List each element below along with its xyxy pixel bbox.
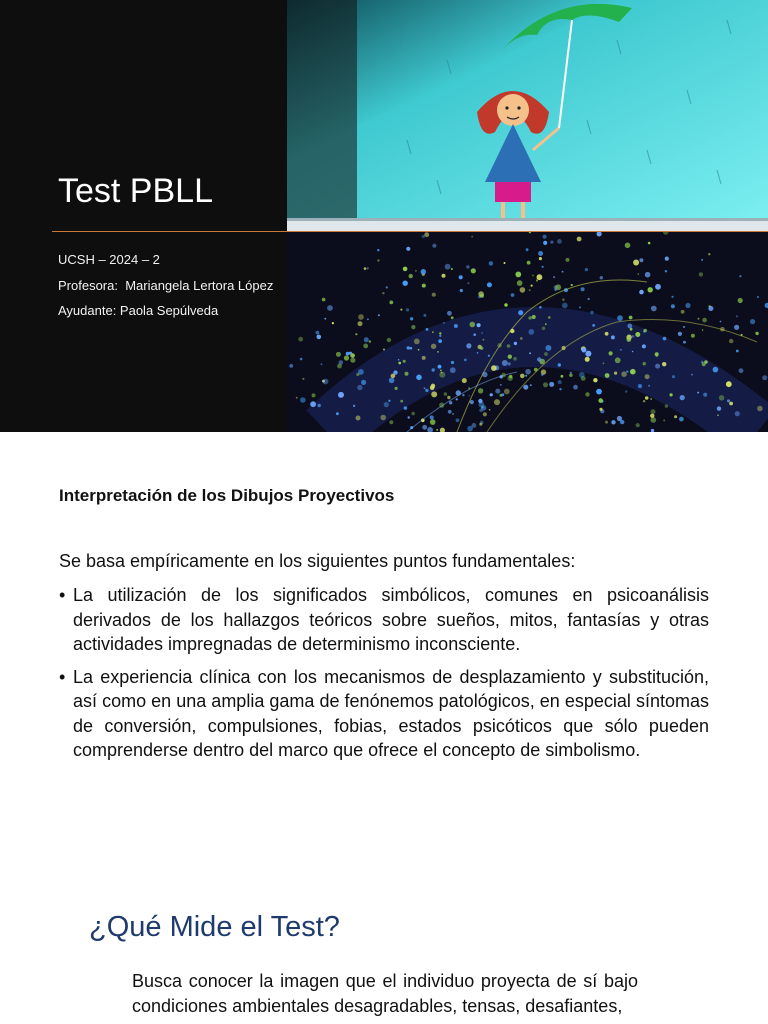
professor-line: Profesora: Mariangela Lertora López [58, 277, 274, 293]
title-panel [0, 0, 287, 432]
assistant-line: Ayudante: Paola Sepúlveda [58, 303, 219, 318]
rain-girl-illustration [287, 0, 768, 231]
presentation-title: Test PBLL [58, 172, 213, 210]
list-item-text: La utilización de los significados simbólicos, comunes en psicoanálisis derivados de los hallazgos teóricos sobre sueños, mitos, fantasías y otras actividades impregnadas de determinismo inconsciente. [73, 585, 709, 654]
bullet-list [59, 583, 709, 771]
slide-heading: ¿Qué Mide el Test? [89, 911, 340, 943]
list-item [59, 665, 709, 763]
bullet-marker: • [59, 585, 66, 605]
course-info [58, 247, 273, 324]
intro-text: Se basa empíricamente en los siguientes puntos fundamentales: [59, 551, 576, 571]
list-item [59, 583, 709, 657]
list-item-text: La experiencia clínica con los mecanismos de desplazamiento y substitución, así como en una amplia gama de fenónemos patológicos, en especial síntomas de conversión, compulsiones, fobias, estados psicóticos que sólo pueden comprenderse dentro del marco que ofrece el concepto de simbolismo. [73, 666, 709, 760]
interpretation-slide [0, 432, 768, 864]
course-code: UCSH – 2024 – 2 [58, 252, 160, 267]
title-divider [52, 231, 768, 232]
test-measures-slide [0, 864, 768, 1024]
body-text: Busca conocer la imagen que el individuo proyecta de sí bajo condiciones ambientales desagradables, tensas, desafiantes, [132, 971, 638, 1016]
network-graphic [287, 232, 768, 432]
slide-heading: Interpretación de los Dibujos Proyectivos [59, 486, 395, 505]
title-slide [0, 0, 768, 432]
bullet-marker: • [59, 666, 66, 687]
